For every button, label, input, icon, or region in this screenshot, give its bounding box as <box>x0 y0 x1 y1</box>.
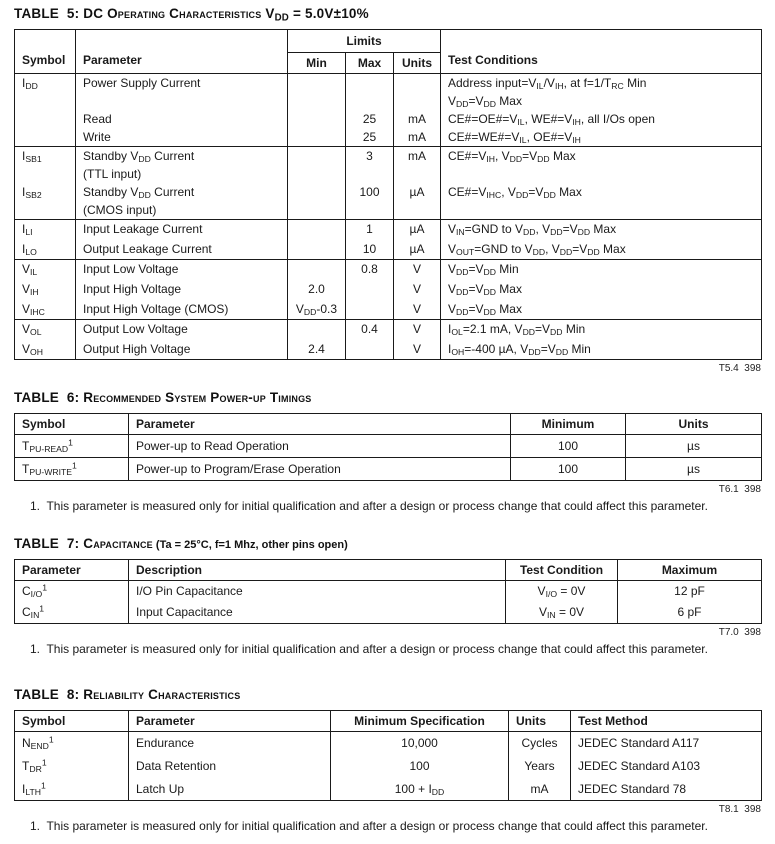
table-row <box>15 128 762 147</box>
table7-title-text: TABLE 7: Capacitance <box>14 536 153 551</box>
parameter-cell: Output Low Voltage <box>76 320 288 340</box>
units-cell: V <box>394 320 441 340</box>
column-header-description: Description <box>129 560 506 581</box>
max-cell: 25 <box>346 110 394 128</box>
test-conditions-cell: $V_{DD}=V_{DD}$ Max <box>441 92 762 110</box>
column-header-units: Units <box>626 414 762 435</box>
symbol-cell: $V_{IHC}$ <box>15 300 76 320</box>
column-header-maximum: Maximum <box>618 560 762 581</box>
parameter-cell: (CMOS input) <box>76 201 288 220</box>
table8-title-text: TABLE 8: Reliability Characteristics <box>14 687 241 702</box>
power-up-timings-table <box>14 413 762 481</box>
units-cell: V <box>394 280 441 300</box>
symbol-cell: $V_{OL}$ <box>15 320 76 340</box>
max-cell: 1 <box>346 220 394 240</box>
table-row <box>15 183 762 201</box>
table6-title <box>14 390 761 405</box>
test-conditions-cell: $I_{OH}=-400$ µA, $V_{DD}=V_{DD}$ Min <box>441 340 762 360</box>
max-cell <box>346 340 394 360</box>
test-conditions-cell <box>441 165 762 183</box>
max-cell: 3 <box>346 147 394 166</box>
column-header-units: Units <box>509 711 571 732</box>
max-cell <box>346 74 394 93</box>
parameter-cell: $C_{IN}^1$ <box>15 602 129 624</box>
parameter-cell: Input High Voltage (CMOS) <box>76 300 288 320</box>
units-cell: Years <box>509 755 571 778</box>
column-header-test-method: Test Method <box>571 711 762 732</box>
min-cell <box>288 183 346 201</box>
test-conditions-cell: $V_{OUT}=GND$ to $V_{DD}$, $V_{DD}=V_{DD}$ Max <box>441 240 762 260</box>
table-row <box>15 458 762 481</box>
capacitance-table <box>14 559 762 624</box>
max-cell: 0.8 <box>346 260 394 280</box>
table7-reference-id: T7.0 398 <box>718 627 761 638</box>
units-cell: mA <box>509 778 571 801</box>
symbol-cell: $I_{LI}$ <box>15 220 76 240</box>
column-header-min: Min <box>288 53 346 74</box>
symbol-cell: $V_{IH}$ <box>15 280 76 300</box>
table-row <box>15 435 762 458</box>
table8-footnote: 1. This parameter is measured only for initial qualification and after a design or process change that could affect this parameter. <box>30 819 708 833</box>
parameter-cell: Input Leakage Current <box>76 220 288 240</box>
table5-reference-id: T5.4 398 <box>718 363 761 374</box>
table6-footnote: 1. This parameter is measured only for initial qualification and after a design or process change that could affect this parameter. <box>30 499 708 513</box>
units-cell: µs <box>626 458 762 481</box>
parameter-cell: Write <box>76 128 288 147</box>
table-row <box>15 260 762 280</box>
description-cell: I/O Pin Capacitance <box>129 581 506 603</box>
parameter-cell: Standby $V_{DD}$ Current <box>76 183 288 201</box>
test-method-cell: JEDEC Standard 78 <box>571 778 762 801</box>
table-row <box>15 240 762 260</box>
min-cell <box>288 260 346 280</box>
dc-operating-characteristics-table <box>14 29 762 360</box>
max-cell: 0.4 <box>346 320 394 340</box>
units-cell: Cycles <box>509 732 571 755</box>
table-row <box>15 778 762 801</box>
min-cell <box>288 220 346 240</box>
table5-title <box>14 6 761 24</box>
table8-section <box>14 687 761 834</box>
parameter-cell: (TTL input) <box>76 165 288 183</box>
symbol-cell <box>15 92 76 110</box>
parameter-cell: $C_{I/O}^1$ <box>15 581 129 603</box>
symbol-cell: $T_{DR}^1$ <box>15 755 129 778</box>
minimum-specification-cell: 100 <box>331 755 509 778</box>
column-header-parameter: Parameter <box>129 711 331 732</box>
test-condition-cell: $V_{I/O} = 0V$ <box>506 581 618 603</box>
table6-reference-id: T6.1 398 <box>718 484 761 495</box>
minimum-specification-cell: 10,000 <box>331 732 509 755</box>
min-cell <box>288 147 346 166</box>
table-header-row <box>15 560 762 581</box>
symbol-cell: $I_{DD}$ <box>15 74 76 93</box>
parameter-cell: Power-up to Program/Erase Operation <box>129 458 511 481</box>
table-row <box>15 92 762 110</box>
test-conditions-cell: $V_{DD}=V_{DD}$ Max <box>441 280 762 300</box>
table-row <box>15 74 762 93</box>
min-cell: $V_{DD}-0.3$ <box>288 300 346 320</box>
table-row <box>15 110 762 128</box>
max-cell: 25 <box>346 128 394 147</box>
maximum-cell: 12 pF <box>618 581 762 603</box>
test-conditions-cell: $CE\#=V_{IH}$, $V_{DD}=V_{DD}$ Max <box>441 147 762 166</box>
symbol-cell: $I_{SB2}$ <box>15 183 76 201</box>
table-header-row <box>15 414 762 435</box>
max-cell <box>346 280 394 300</box>
units-cell: µA <box>394 183 441 201</box>
table-row <box>15 732 762 755</box>
max-cell <box>346 92 394 110</box>
units-cell <box>394 201 441 220</box>
table-row <box>15 280 762 300</box>
table5-title-text: TABLE 5: DC Operating Characteristics $V_{DD} = 5.0V\pm 10\%$ <box>14 6 369 24</box>
table-row <box>15 602 762 624</box>
minimum-cell: 100 <box>511 458 626 481</box>
parameter-cell: Data Retention <box>129 755 331 778</box>
parameter-cell: Latch Up <box>129 778 331 801</box>
test-method-cell: JEDEC Standard A117 <box>571 732 762 755</box>
parameter-cell: Read <box>76 110 288 128</box>
test-conditions-cell <box>441 201 762 220</box>
column-header-parameter: Parameter <box>129 414 511 435</box>
min-cell <box>288 92 346 110</box>
test-conditions-cell: Address $input=V_{IL}/V_{IH}$, at $f=1/T_{RC}$ Min <box>441 74 762 93</box>
column-header-symbol: Symbol <box>15 414 129 435</box>
units-cell: V <box>394 340 441 360</box>
symbol-cell: $T_{PU-WRITE}^1$ <box>15 458 129 481</box>
parameter-cell: Input Low Voltage <box>76 260 288 280</box>
units-cell: V <box>394 300 441 320</box>
table7-title <box>14 536 761 551</box>
table-row <box>15 201 762 220</box>
table-row <box>15 581 762 603</box>
min-cell <box>288 165 346 183</box>
symbol-cell: $T_{PU-READ}^1$ <box>15 435 129 458</box>
symbol-cell: $I_{LTH}^1$ <box>15 778 129 801</box>
test-method-cell: JEDEC Standard A103 <box>571 755 762 778</box>
table-row <box>15 300 762 320</box>
minimum-cell: 100 <box>511 435 626 458</box>
min-cell: 2.0 <box>288 280 346 300</box>
column-header-symbol: Symbol <box>15 30 76 74</box>
reliability-characteristics-table <box>14 710 762 801</box>
parameter-cell: Output Leakage Current <box>76 240 288 260</box>
max-cell: 10 <box>346 240 394 260</box>
units-cell: µA <box>394 220 441 240</box>
parameter-cell: Standby $V_{DD}$ Current <box>76 147 288 166</box>
table6-title-text: TABLE 6: Recommended System Power-up Timings <box>14 390 312 405</box>
units-cell: V <box>394 260 441 280</box>
symbol-cell <box>15 110 76 128</box>
column-header-minimum: Minimum <box>511 414 626 435</box>
table5-section <box>14 6 761 374</box>
test-conditions-cell: $CE\#=WE\#=V_{IL}$, $OE\#=V_{IH}$ <box>441 128 762 147</box>
symbol-cell: $V_{OH}$ <box>15 340 76 360</box>
min-cell <box>288 110 346 128</box>
min-cell <box>288 128 346 147</box>
test-conditions-cell: $I_{OL}=2.1$ mA, $V_{DD}=V_{DD}$ Min <box>441 320 762 340</box>
min-cell <box>288 320 346 340</box>
maximum-cell: 6 pF <box>618 602 762 624</box>
table8-title <box>14 687 761 702</box>
units-cell: mA <box>394 128 441 147</box>
table-header-row <box>15 711 762 732</box>
table-row <box>15 147 762 166</box>
parameter-cell: Output High Voltage <box>76 340 288 360</box>
column-header-max: Max <box>346 53 394 74</box>
max-cell: 100 <box>346 183 394 201</box>
description-cell: Input Capacitance <box>129 602 506 624</box>
table7-title-conditions: (Ta = 25°C, f=1 Mhz, other pins open) <box>152 539 348 551</box>
min-cell <box>288 74 346 93</box>
column-header-test-conditions: Test Conditions <box>441 30 762 74</box>
table-row <box>15 340 762 360</box>
symbol-cell <box>15 128 76 147</box>
test-condition-cell: $V_{IN} = 0V$ <box>506 602 618 624</box>
max-cell <box>346 300 394 320</box>
table-row <box>15 320 762 340</box>
parameter-cell: Power-up to Read Operation <box>129 435 511 458</box>
column-header-units: Units <box>394 53 441 74</box>
test-conditions-cell: $CE\#=V_{IHC}$, $V_{DD}=V_{DD}$ Max <box>441 183 762 201</box>
units-cell <box>394 92 441 110</box>
symbol-cell <box>15 165 76 183</box>
column-header-parameter: Parameter <box>15 560 129 581</box>
test-conditions-cell: $V_{IN}=GND$ to $V_{DD}$, $V_{DD}=V_{DD}$ Max <box>441 220 762 240</box>
symbol-cell: $I_{SB1}$ <box>15 147 76 166</box>
column-header-limits: Limits <box>288 30 441 53</box>
column-header-test-condition: Test Condition <box>506 560 618 581</box>
parameter-cell: Endurance <box>129 732 331 755</box>
table7-footnote: 1. This parameter is measured only for initial qualification and after a design or process change that could affect this parameter. <box>30 642 708 656</box>
min-cell <box>288 240 346 260</box>
units-cell <box>394 74 441 93</box>
max-cell <box>346 165 394 183</box>
table-row <box>15 165 762 183</box>
min-cell <box>288 201 346 220</box>
symbol-cell: $N_{END}^1$ <box>15 732 129 755</box>
parameter-cell <box>76 92 288 110</box>
symbol-cell: $V_{IL}$ <box>15 260 76 280</box>
table-header-row <box>15 30 762 53</box>
column-header-symbol: Symbol <box>15 711 129 732</box>
max-cell <box>346 201 394 220</box>
units-cell: µA <box>394 240 441 260</box>
symbol-cell <box>15 201 76 220</box>
units-cell: mA <box>394 110 441 128</box>
table-row <box>15 755 762 778</box>
table-row <box>15 220 762 240</box>
column-header-parameter: Parameter <box>76 30 288 74</box>
table7-section <box>14 536 761 657</box>
symbol-cell: $I_{LO}$ <box>15 240 76 260</box>
table8-reference-id: T8.1 398 <box>718 804 761 815</box>
table6-section <box>14 390 761 514</box>
units-cell <box>394 165 441 183</box>
parameter-cell: Input High Voltage <box>76 280 288 300</box>
units-cell: µs <box>626 435 762 458</box>
test-conditions-cell: $V_{DD}=V_{DD}$ Min <box>441 260 762 280</box>
column-header-minimum-specification: Minimum Specification <box>331 711 509 732</box>
minimum-specification-cell: $100 + I_{DD}$ <box>331 778 509 801</box>
units-cell: mA <box>394 147 441 166</box>
parameter-cell: Power Supply Current <box>76 74 288 93</box>
test-conditions-cell: $V_{DD}=V_{DD}$ Max <box>441 300 762 320</box>
test-conditions-cell: $CE\#=OE\#=V_{IL}$, $WE\#=V_{IH}$, all I/Os open <box>441 110 762 128</box>
min-cell: 2.4 <box>288 340 346 360</box>
